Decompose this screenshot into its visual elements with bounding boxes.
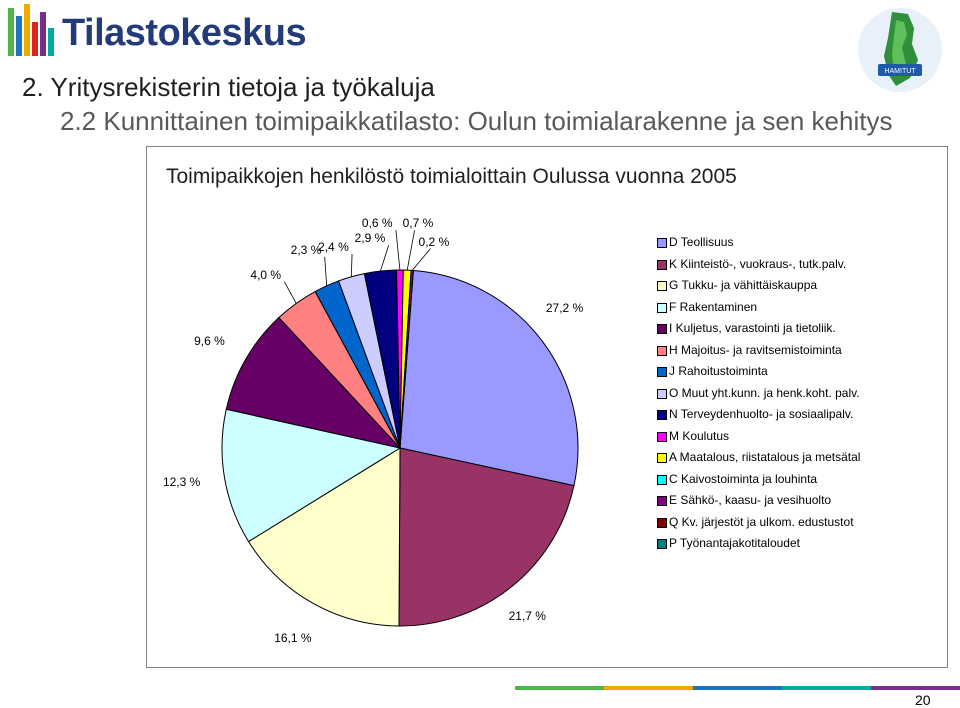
badge-text: HAMITUT <box>884 68 916 75</box>
pie-leader-line <box>407 230 414 270</box>
legend-label: M Koulutus <box>669 428 730 443</box>
chart-title: Toimipaikkojen henkilöstö toimialoittain Oulussa vuonna 2005 <box>166 165 737 188</box>
slide-title-line1: 2. Yritysrekisterin tietoja ja työkaluja <box>22 72 435 102</box>
pie-leader-line <box>351 254 352 277</box>
legend-label: O Muut yht.kunn. ja henk.koht. palv. <box>669 385 860 400</box>
pie-leader-line <box>412 249 430 271</box>
pie-slice-label: 0,2 % <box>418 234 450 249</box>
legend-label: J Rahoitustoiminta <box>669 364 768 378</box>
legend-label: E Sähkö-, kaasu- ja vesihuolto <box>669 493 832 507</box>
footer-color-bar <box>515 686 960 690</box>
pie-slice-label: 0,6 % <box>361 216 393 230</box>
footer-segment <box>693 686 783 690</box>
pie-leader-line <box>284 282 296 304</box>
legend-swatch <box>657 389 667 399</box>
pie-leader-line <box>325 257 327 286</box>
pie-slice-label: 4,0 % <box>250 267 282 282</box>
pie-slice-label: 2,4 % <box>318 240 349 255</box>
legend-swatch <box>657 367 667 377</box>
legend-swatch <box>657 346 667 356</box>
legend-swatch <box>657 238 667 248</box>
legend-label: Q Kv. järjestöt ja ulkom. edustustot <box>669 514 854 529</box>
logo-mark-icon <box>2 2 62 66</box>
legend-swatch <box>657 410 667 420</box>
pie-slice-label: 0,7 % <box>402 216 434 231</box>
logo-text: Tilastokeskus <box>62 12 307 54</box>
pie-slice-label: 27,2 % <box>545 301 584 316</box>
legend-swatch <box>657 303 667 313</box>
tilastokeskus-logo <box>2 2 307 66</box>
pie-slice-label: 9,6 % <box>194 334 225 349</box>
legend-swatch <box>657 260 667 270</box>
pie-slice-label: 12,3 % <box>162 475 201 490</box>
legend-label: G Tukku- ja vähittäiskauppa <box>669 278 818 292</box>
legend-swatch <box>657 281 667 291</box>
footer-segment <box>515 686 605 690</box>
legend-swatch <box>657 324 667 334</box>
footer-segment <box>782 686 872 690</box>
pie-leader-line <box>380 245 388 271</box>
legend-swatch <box>657 453 667 463</box>
legend-label: P Työnantajakotitaloudet <box>669 536 800 550</box>
legend-label: D Teollisuus <box>669 235 734 249</box>
legend-label: K Kiinteistö-, vuokraus-, tutk.palv. <box>669 256 847 271</box>
hamitut-badge-icon <box>852 4 948 96</box>
legend-label: C Kaivostoiminta ja louhinta <box>669 471 818 486</box>
legend-label: F Rakentaminen <box>669 299 758 314</box>
legend-label: N Terveydenhuolto- ja sosiaalipalv. <box>669 407 854 421</box>
legend-label: A Maatalous, riistatalous ja metsätal <box>669 450 861 464</box>
pie-slice-label: 21,7 % <box>508 609 546 624</box>
legend-label: H Majoitus- ja ravitsemistoiminta <box>669 342 842 357</box>
footer-segment <box>604 686 694 690</box>
legend-swatch <box>657 432 667 442</box>
pie-leader-line <box>396 230 400 270</box>
footer-segment <box>871 686 960 690</box>
pie-slice-label: 16,1 % <box>274 630 312 645</box>
pie-chart <box>146 200 606 640</box>
legend-label: I Kuljetus, varastointi ja tietoliik. <box>669 321 836 335</box>
page-number: 20 <box>915 692 931 708</box>
legend-swatch <box>657 496 667 506</box>
pie-slice-label: 2,9 % <box>354 231 386 246</box>
slide-title-line2: 2.2 Kunnittainen toimipaikkatilasto: Oulun toimialarakenne ja sen kehitys <box>60 106 893 136</box>
legend-swatch <box>657 475 667 485</box>
pie-slice-label: 2,3 % <box>290 242 322 257</box>
legend-swatch <box>657 539 667 549</box>
legend-swatch <box>657 518 667 528</box>
